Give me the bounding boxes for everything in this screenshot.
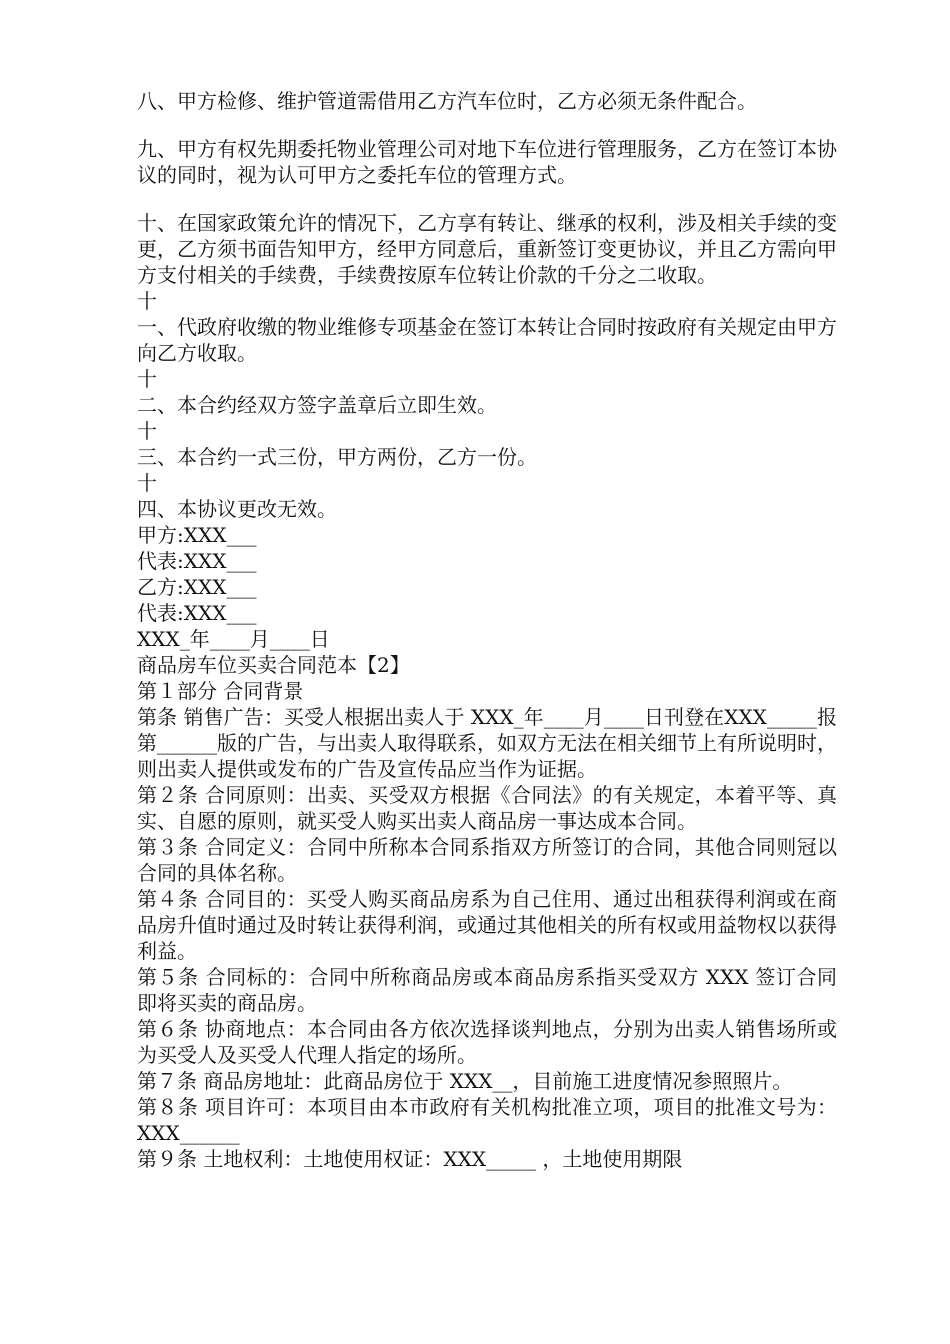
signature-party-a: 甲方:XXX___ xyxy=(137,523,257,547)
article-9: 第９条 土地权利：土地使用权证：XXX_____ ，土地使用期限 xyxy=(137,1147,683,1171)
clause-12-prefix: 十 xyxy=(137,367,157,391)
article-8: 第８条 项目许可：本项目由本市政府有关机构批准立项，项目的批准文号为：XXX______ xyxy=(137,1095,837,1145)
article-6: 第６条 协商地点：本合同由各方依次选择谈判地点，分别为出卖人销售场所或为买受人及买受人代理人指定的场所。 xyxy=(137,1017,837,1067)
article-2: 第２条 合同原则：出卖、买受双方根据《合同法》的有关规定，本着平等、真实、自愿的原则，就买受人购买出卖人商品房一事达成本合同。 xyxy=(137,783,837,833)
article-7: 第７条 商品房地址：此商品房位于 XXX__，目前施工进度情况参照照片。 xyxy=(137,1069,793,1093)
signature-rep-b: 代表:XXX___ xyxy=(137,601,257,625)
clause-8: 八、甲方检修、维护管道需借用乙方汽车位时，乙方必须无条件配合。 xyxy=(137,89,757,113)
clause-11: 一、代政府收缴的物业维修专项基金在签订本转让合同时按政府有关规定由甲方向乙方收取。 xyxy=(137,315,837,365)
signature-rep-a: 代表:XXX___ xyxy=(137,549,257,573)
signature-party-b: 乙方:XXX___ xyxy=(137,575,257,599)
clause-11-prefix: 十 xyxy=(137,289,157,313)
part-heading: 第１部分 合同背景 xyxy=(137,679,304,703)
article-5: 第５条 合同标的：合同中所称商品房或本商品房系指买受双方 XXX 签订合同即将买卖的商品房。 xyxy=(137,965,837,1015)
second-contract-title: 商品房车位买卖合同范本【2】 xyxy=(137,653,410,677)
article-4: 第４条 合同目的：买受人购买商品房系为自己住用、通过出租获得利润或在商品房升值时通过及时转让获得利润，或通过其他相关的所有权或用益物权以获得利益。 xyxy=(137,887,837,963)
clause-14: 四、本协议更改无效。 xyxy=(137,497,337,521)
clause-12: 二、本合约经双方签字盖章后立即生效。 xyxy=(137,393,497,417)
clause-13: 三、本合约一式三份，甲方两份，乙方一份。 xyxy=(137,445,537,469)
clause-14-prefix: 十 xyxy=(137,471,157,495)
article-3: 第３条 合同定义：合同中所称本合同系指双方所签订的合同，其他合同则冠以合同的具体名称。 xyxy=(137,835,837,885)
article-1: 第条 销售广告：买受人根据出卖人于 XXX_年____月____日刊登在XXX_____报第______版的广告，与出卖人取得联系，如双方无法在相关细节上有所说明时，则出卖人提供或发布的广告及宣传品应当作为证据。 xyxy=(137,705,837,781)
document-page xyxy=(137,88,837,1172)
clause-13-prefix: 十 xyxy=(137,419,157,443)
clause-9: 九、甲方有权先期委托物业管理公司对地下车位进行管理服务，乙方在签订本协议的同时，视为认可甲方之委托车位的管理方式。 xyxy=(137,137,837,187)
signature-date: XXX_年____月____日 xyxy=(137,627,330,651)
clause-10: 十、在国家政策允许的情况下，乙方享有转让、继承的权利，涉及相关手续的变更，乙方须书面告知甲方，经甲方同意后，重新签订变更协议，并且乙方需向甲方支付相关的手续费，手续费按原车位转让价款的千分之二收取。 xyxy=(137,211,837,287)
